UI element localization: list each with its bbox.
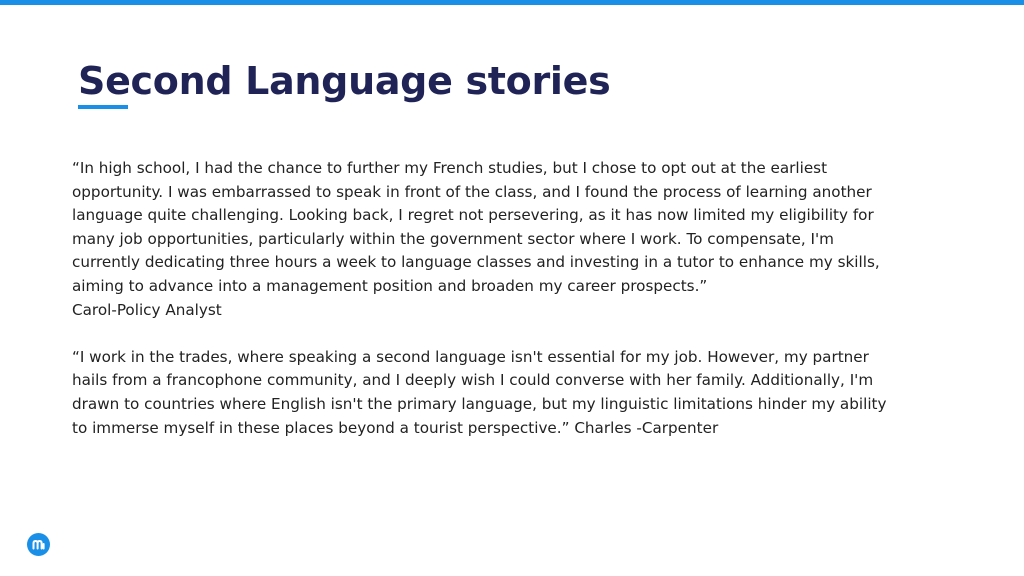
testimonial-quote: “I work in the trades, where speaking a second language isn't essential for my job. However, my partner hails from a francophone community, and I deeply wish I could converse with her family. Additionally, I'm drawn to countries where English isn't the primary language, but my linguistic limitations hinder my ability to immerse myself in these places beyond a tourist perspective.” — [72, 347, 887, 437]
title-underline — [78, 105, 128, 109]
testimonial-carol — [72, 157, 902, 322]
slide-title: Second Language stories — [78, 59, 611, 103]
top-accent-bar — [0, 0, 1024, 5]
brand-logo-icon — [27, 533, 50, 556]
testimonial-author: Carol-Policy Analyst — [72, 300, 222, 319]
testimonial-author: Charles -Carpenter — [574, 418, 719, 437]
testimonials — [72, 157, 902, 440]
testimonial-quote: “In high school, I had the chance to further my French studies, but I chose to opt out at the earliest opportunity. I was embarrassed to speak in front of the class, and I found the process of learning another language quite challenging. Looking back, I regret not persevering, as it has now limited my eligibility for many job opportunities, particularly within the government sector where I work. To compensate, I'm currently dedicating three hours a week to language classes and investing in a tutor to enhance my skills, aiming to advance into a management position and broaden my career prospects.” — [72, 159, 880, 295]
testimonial-charles — [72, 346, 902, 440]
brand-logo-glyph — [27, 533, 50, 556]
